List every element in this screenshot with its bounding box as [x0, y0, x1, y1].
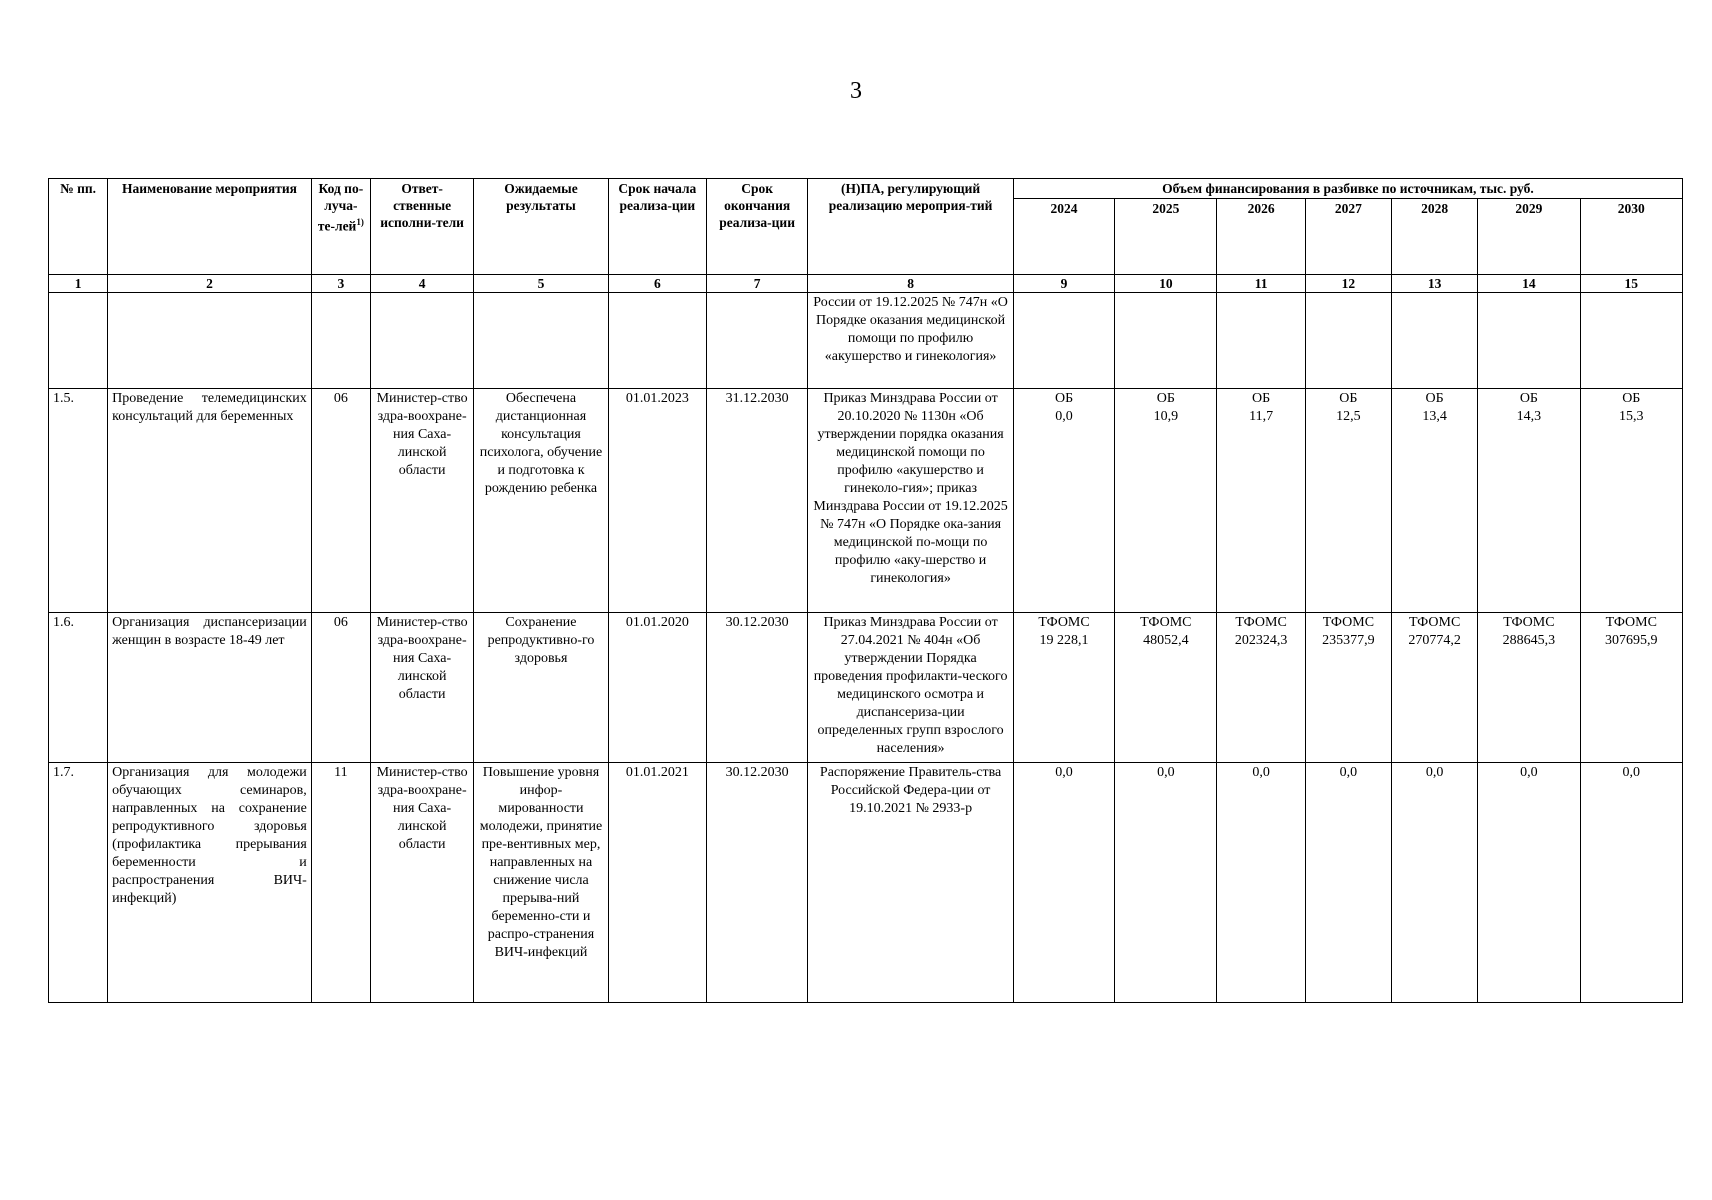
row-name: Организация диспансеризации женщин в возрасте 18-49 лет [108, 613, 312, 763]
row-num [49, 293, 108, 389]
finance-value: 0,0 [1622, 765, 1641, 780]
row-name [108, 293, 312, 389]
finance-source: ОБ [1156, 391, 1175, 406]
finance-value: 12,5 [1336, 409, 1361, 424]
column-number: 6 [608, 275, 706, 293]
row-finance-cell [1115, 763, 1217, 1003]
column-number: 11 [1217, 275, 1305, 293]
finance-value: 307695,9 [1605, 633, 1658, 648]
header-code [311, 179, 370, 275]
row-num: 1.7. [49, 763, 108, 1003]
row-finance-cell [1478, 763, 1580, 1003]
column-number: 9 [1013, 275, 1114, 293]
header-year: 2029 [1478, 199, 1580, 275]
finance-value: 0,0 [1055, 409, 1073, 424]
header-year: 2027 [1305, 199, 1391, 275]
table-row [49, 613, 1683, 763]
row-start: 01.01.2020 [608, 613, 706, 763]
finance-value: 10,9 [1153, 409, 1179, 424]
column-number: 2 [108, 275, 312, 293]
column-number: 1 [49, 275, 108, 293]
column-number: 7 [706, 275, 807, 293]
column-number: 14 [1478, 275, 1580, 293]
finance-value: 0,0 [1055, 765, 1073, 780]
header-npa: (Н)ПА, регулирующий реализацию мероприя-тий [808, 179, 1014, 275]
row-finance-cell [1305, 389, 1391, 613]
row-finance-cell [1217, 389, 1305, 613]
row-start [608, 293, 706, 389]
header-responsible: Ответ-ственные исполни-тели [370, 179, 473, 275]
finance-value: 48052,4 [1143, 633, 1189, 648]
row-start: 01.01.2023 [608, 389, 706, 613]
finance-value: 270774,2 [1408, 633, 1461, 648]
row-finance-cell [1217, 613, 1305, 763]
row-name: Проведение телемедицинских консультаций для беременных [108, 389, 312, 613]
row-finance-cell [1392, 613, 1478, 763]
row-responsible: Министер-ство здра-воохране-ния Саха-линской области [370, 389, 473, 613]
finance-source: ОБ [1054, 391, 1074, 406]
header-year: 2025 [1115, 199, 1217, 275]
table-row-continuation [49, 293, 1683, 389]
finance-value: 202324,3 [1234, 633, 1288, 648]
column-number: 4 [370, 275, 473, 293]
finance-value: 0,0 [1339, 765, 1358, 780]
row-expected [474, 293, 608, 389]
row-responsible: Министер-ство здра-воохране-ния Саха-линской области [370, 763, 473, 1003]
row-expected: Сохранение репродуктивно-го здоровья [474, 613, 608, 763]
row-finance-cell [1115, 613, 1217, 763]
row-finance-cell [1580, 613, 1682, 763]
header-finance: Объем финансирования в разбивке по источникам, тыс. руб. [1013, 179, 1682, 199]
row-end [706, 293, 807, 389]
finance-value: 11,7 [1249, 409, 1274, 424]
row-name: Организация для молодежи обучающих семинаров, направленных на сохранение репродуктивного здоровья (профилактика прерывания беременности и распространения ВИЧ-инфекций) [108, 763, 312, 1003]
finance-value: 0,0 [1252, 765, 1270, 780]
finance-value: 19 228,1 [1039, 633, 1089, 648]
finance-value: 0,0 [1157, 765, 1175, 780]
finance-source: ТФОМС [1038, 615, 1090, 630]
header-code-footnote: 1) [356, 217, 364, 227]
finance-source: ОБ [1252, 391, 1271, 406]
header-year: 2026 [1217, 199, 1305, 275]
header-row-1 [49, 179, 1683, 199]
row-finance-cell [1305, 293, 1391, 389]
row-end: 30.12.2030 [706, 763, 807, 1003]
row-finance-cell [1013, 613, 1114, 763]
header-name: Наименование мероприятия [108, 179, 312, 275]
header-num: № пп. [49, 179, 108, 275]
row-finance-cell [1013, 389, 1114, 613]
row-finance-cell [1580, 389, 1682, 613]
row-finance-cell [1392, 293, 1478, 389]
header-code-text: Код по-луча-те-лей [317, 181, 364, 234]
row-npa: Приказ Минздрава России от 20.10.2020 № 1130н «Об утверждении порядка оказания медицинской помощи по профилю «акушерство и гинеколо-гия»; приказ Минздрава России от 19.12.2025 № 747н «О Порядке ока-зания медицинской по-мощи по профилю «аку-шерство и гинекология» [808, 389, 1014, 613]
column-number: 5 [474, 275, 608, 293]
row-finance-cell [1217, 293, 1305, 389]
row-finance-cell [1392, 389, 1478, 613]
finance-source: ТФОМС [1235, 615, 1287, 630]
row-finance-cell [1305, 613, 1391, 763]
column-number: 12 [1305, 275, 1391, 293]
finance-value: 14,3 [1516, 409, 1542, 424]
page-number: 3 [850, 78, 862, 104]
row-expected: Обеспечена дистанционная консультация психолога, обучение и подготовка к рождению ребенка [474, 389, 608, 613]
row-end: 31.12.2030 [706, 389, 807, 613]
header-row-numbers [49, 275, 1683, 293]
row-npa: Приказ Минздрава России от 27.04.2021 № 404н «Об утверждении Порядка проведения профилакти-ческого медицинского осмотра и диспансериза-ции определенных групп взрослого населения» [808, 613, 1014, 763]
row-num: 1.6. [49, 613, 108, 763]
header-start: Срок начала реализа-ции [608, 179, 706, 275]
header-year: 2024 [1013, 199, 1114, 275]
row-finance-cell [1115, 293, 1217, 389]
finance-value: 235377,9 [1322, 633, 1375, 648]
header-year: 2030 [1580, 199, 1682, 275]
finance-value: 13,4 [1422, 409, 1447, 424]
finance-source: ОБ [1339, 391, 1358, 406]
finance-source: ТФОМС [1322, 615, 1375, 630]
finance-value: 288645,3 [1502, 633, 1556, 648]
finance-source: ОБ [1519, 391, 1538, 406]
row-finance-cell [1115, 389, 1217, 613]
finance-source: ТФОМС [1605, 615, 1657, 630]
row-code: 11 [311, 763, 370, 1003]
row-npa: России от 19.12.2025 № 747н «О Порядке оказания медицинской помощи по профилю «акушерство и гинекология» [808, 293, 1014, 389]
finance-value: 0,0 [1425, 765, 1444, 780]
column-number: 8 [808, 275, 1014, 293]
column-number: 13 [1392, 275, 1478, 293]
row-finance-cell [1478, 293, 1580, 389]
row-finance-cell [1305, 763, 1391, 1003]
program-activities-table [48, 178, 1683, 1003]
column-number: 10 [1115, 275, 1217, 293]
row-responsible [370, 293, 473, 389]
row-end: 30.12.2030 [706, 613, 807, 763]
table-row [49, 763, 1683, 1003]
finance-value: 0,0 [1520, 765, 1538, 780]
row-finance-cell [1478, 613, 1580, 763]
row-finance-cell [1580, 293, 1682, 389]
header-year: 2028 [1392, 199, 1478, 275]
finance-source: ТФОМС [1408, 615, 1461, 630]
header-expected: Ожидаемые результаты [474, 179, 608, 275]
row-responsible: Министер-ство здра-воохране-ния Саха-линской области [370, 613, 473, 763]
finance-source: ТФОМС [1140, 615, 1192, 630]
row-expected: Повышение уровня инфор-мированности молодежи, принятие пре-вентивных мер, направленных на снижение числа прерыва-ний беременно-сти и распро-странения ВИЧ-инфекций [474, 763, 608, 1003]
row-finance-cell [1580, 763, 1682, 1003]
column-number: 15 [1580, 275, 1682, 293]
column-number: 3 [311, 275, 370, 293]
finance-value: 15,3 [1619, 409, 1644, 424]
row-finance-cell [1392, 763, 1478, 1003]
finance-source: ОБ [1425, 391, 1444, 406]
row-npa: Распоряжение Правитель-ства Российской Федера-ции от 19.10.2021 № 2933-р [808, 763, 1014, 1003]
row-code: 06 [311, 389, 370, 613]
row-code: 06 [311, 613, 370, 763]
row-num: 1.5. [49, 389, 108, 613]
header-end: Срок окончания реализа-ции [706, 179, 807, 275]
row-finance-cell [1478, 389, 1580, 613]
row-finance-cell [1217, 763, 1305, 1003]
finance-source: ТФОМС [1503, 615, 1555, 630]
row-start: 01.01.2021 [608, 763, 706, 1003]
row-finance-cell [1013, 293, 1114, 389]
row-code [311, 293, 370, 389]
table-row [49, 389, 1683, 613]
finance-source: ОБ [1622, 391, 1641, 406]
row-finance-cell [1013, 763, 1114, 1003]
